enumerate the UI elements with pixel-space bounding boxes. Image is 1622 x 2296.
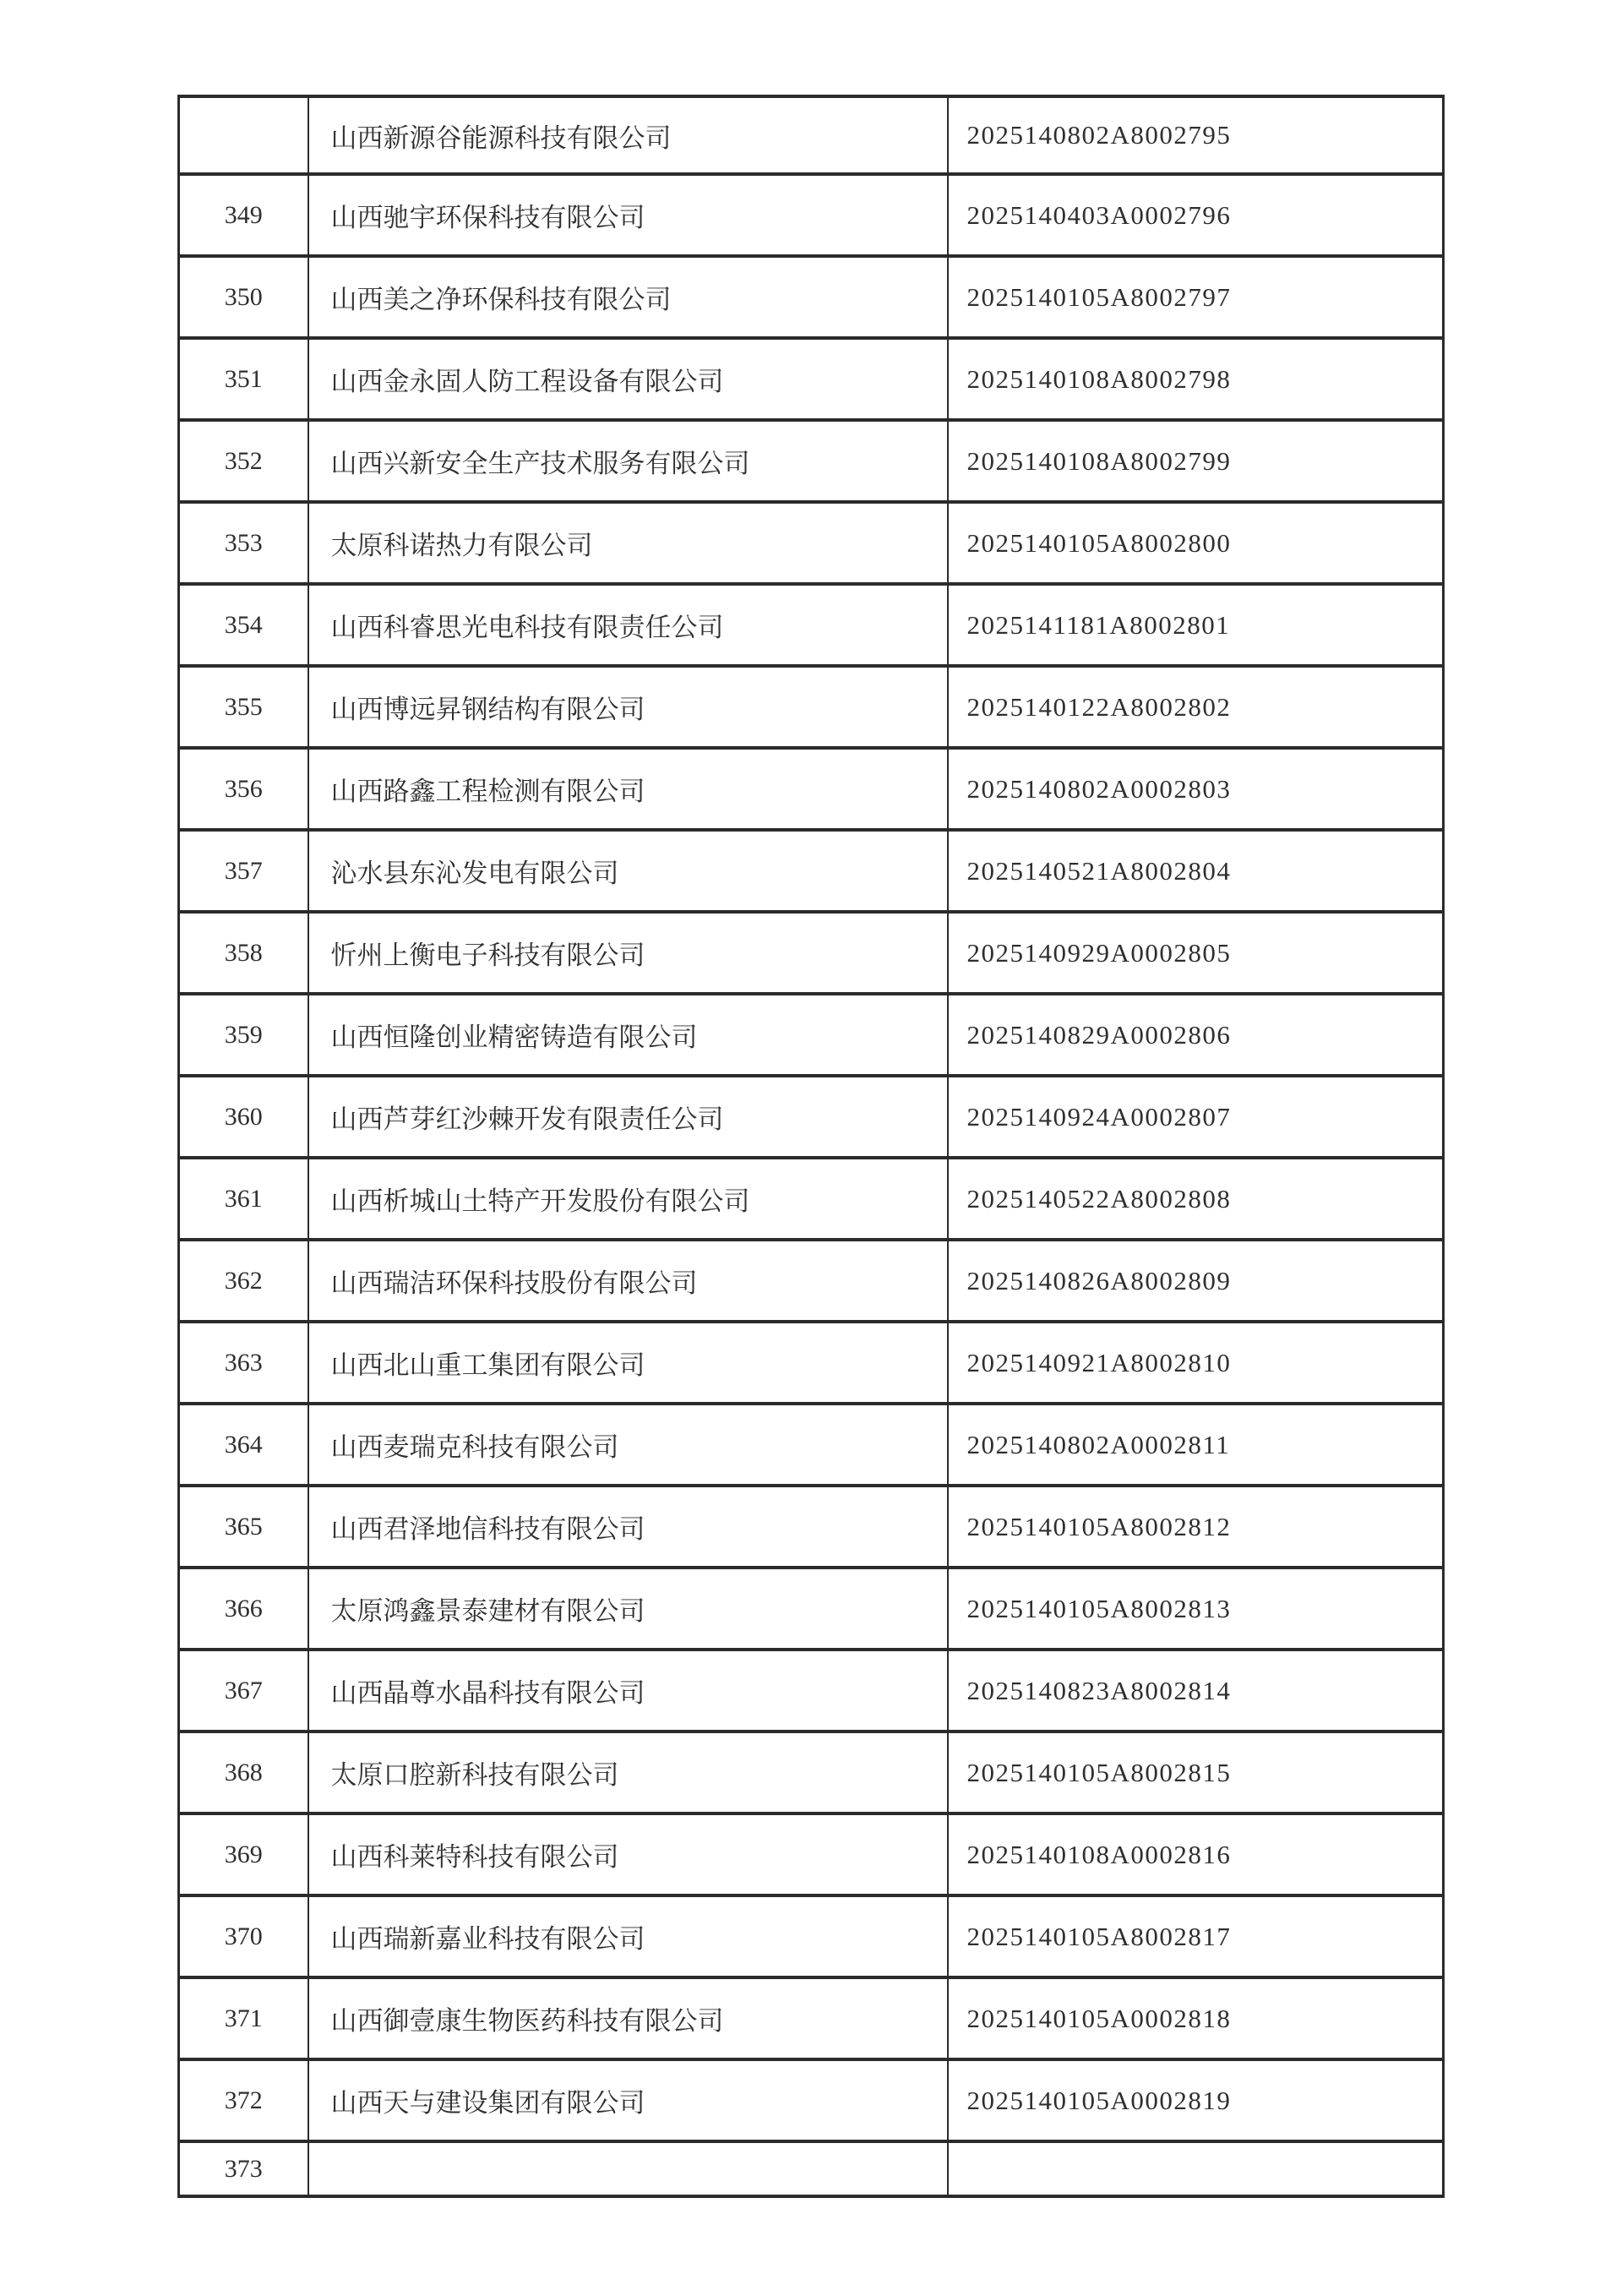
company-name-cell: 山西瑞新嘉业科技有限公司 xyxy=(308,1895,948,1977)
company-name-cell: 山西新源谷能源科技有限公司 xyxy=(308,96,948,174)
registration-code-cell: 2025141181A8002801 xyxy=(948,584,1444,666)
row-number-cell: 361 xyxy=(179,1158,308,1240)
registration-code-cell: 2025140108A0002816 xyxy=(948,1813,1444,1895)
table-body xyxy=(179,96,1444,2196)
row-number-cell: 372 xyxy=(179,2059,308,2141)
table-row xyxy=(179,256,1444,338)
registration-code-cell: 2025140105A8002812 xyxy=(948,1486,1444,1568)
registration-code-cell: 2025140105A8002815 xyxy=(948,1732,1444,1813)
registration-code-cell: 2025140826A8002809 xyxy=(948,1240,1444,1322)
registration-code-cell: 2025140403A0002796 xyxy=(948,174,1444,256)
company-name-cell: 山西科莱特科技有限公司 xyxy=(308,1813,948,1895)
row-number-cell: 367 xyxy=(179,1650,308,1732)
row-number-cell: 353 xyxy=(179,502,308,584)
table-row xyxy=(179,1977,1444,2059)
registration-code-cell: 2025140924A0002807 xyxy=(948,1076,1444,1158)
registration-code-cell: 2025140802A0002803 xyxy=(948,748,1444,830)
registration-code-cell xyxy=(948,2141,1444,2196)
company-name-cell: 太原鸿鑫景泰建材有限公司 xyxy=(308,1568,948,1650)
row-number-cell: 355 xyxy=(179,666,308,748)
table-row xyxy=(179,1813,1444,1895)
registration-code-cell: 2025140108A8002798 xyxy=(948,338,1444,420)
company-name-cell: 山西君泽地信科技有限公司 xyxy=(308,1486,948,1568)
registration-code-cell: 2025140802A0002811 xyxy=(948,1404,1444,1486)
company-name-cell: 山西析城山土特产开发股份有限公司 xyxy=(308,1158,948,1240)
table-row xyxy=(179,1895,1444,1977)
table-row xyxy=(179,1322,1444,1404)
company-name-cell: 山西芦芽红沙棘开发有限责任公司 xyxy=(308,1076,948,1158)
table-row xyxy=(179,174,1444,256)
row-number-cell: 370 xyxy=(179,1895,308,1977)
registry-table xyxy=(177,95,1445,2198)
table-row xyxy=(179,994,1444,1076)
company-name-cell xyxy=(308,2141,948,2196)
registration-code-cell: 2025140521A8002804 xyxy=(948,830,1444,912)
row-number-cell: 359 xyxy=(179,994,308,1076)
registration-code-cell: 2025140921A8002810 xyxy=(948,1322,1444,1404)
table-row xyxy=(179,1158,1444,1240)
registration-code-cell: 2025140108A8002799 xyxy=(948,420,1444,502)
company-name-cell: 忻州上衡电子科技有限公司 xyxy=(308,912,948,994)
company-name-cell: 山西驰宇环保科技有限公司 xyxy=(308,174,948,256)
table-row xyxy=(179,502,1444,584)
table-row xyxy=(179,2059,1444,2141)
row-number-cell: 373 xyxy=(179,2141,308,2196)
company-name-cell: 山西晶尊水晶科技有限公司 xyxy=(308,1650,948,1732)
row-number-cell: 351 xyxy=(179,338,308,420)
company-name-cell: 山西麦瑞克科技有限公司 xyxy=(308,1404,948,1486)
company-name-cell: 山西科睿思光电科技有限责任公司 xyxy=(308,584,948,666)
row-number-cell: 362 xyxy=(179,1240,308,1322)
company-name-cell: 山西路鑫工程检测有限公司 xyxy=(308,748,948,830)
row-number-cell: 365 xyxy=(179,1486,308,1568)
row-number-cell: 363 xyxy=(179,1322,308,1404)
row-number-cell: 349 xyxy=(179,174,308,256)
registration-code-cell: 2025140105A0002818 xyxy=(948,1977,1444,2059)
row-number-cell xyxy=(179,96,308,174)
registration-code-cell: 2025140105A8002800 xyxy=(948,502,1444,584)
row-number-cell: 368 xyxy=(179,1732,308,1813)
table-row xyxy=(179,420,1444,502)
row-number-cell: 358 xyxy=(179,912,308,994)
company-name-cell: 山西瑞洁环保科技股份有限公司 xyxy=(308,1240,948,1322)
table-row xyxy=(179,1732,1444,1813)
company-name-cell: 山西兴新安全生产技术服务有限公司 xyxy=(308,420,948,502)
table-row xyxy=(179,1076,1444,1158)
table-row xyxy=(179,830,1444,912)
row-number-cell: 360 xyxy=(179,1076,308,1158)
table-row xyxy=(179,584,1444,666)
registration-code-cell: 2025140105A8002817 xyxy=(948,1895,1444,1977)
company-name-cell: 山西北山重工集团有限公司 xyxy=(308,1322,948,1404)
registration-code-cell: 2025140122A8002802 xyxy=(948,666,1444,748)
table-row xyxy=(179,666,1444,748)
registration-code-cell: 2025140823A8002814 xyxy=(948,1650,1444,1732)
table-row xyxy=(179,338,1444,420)
company-name-cell: 沁水县东沁发电有限公司 xyxy=(308,830,948,912)
registration-code-cell: 2025140522A8002808 xyxy=(948,1158,1444,1240)
table-row xyxy=(179,1486,1444,1568)
table-row xyxy=(179,1404,1444,1486)
table-row xyxy=(179,96,1444,174)
company-name-cell: 山西恒隆创业精密铸造有限公司 xyxy=(308,994,948,1076)
table-row xyxy=(179,1240,1444,1322)
company-name-cell: 山西美之净环保科技有限公司 xyxy=(308,256,948,338)
company-name-cell: 山西天与建设集团有限公司 xyxy=(308,2059,948,2141)
row-number-cell: 357 xyxy=(179,830,308,912)
row-number-cell: 352 xyxy=(179,420,308,502)
row-number-cell: 366 xyxy=(179,1568,308,1650)
table-row xyxy=(179,748,1444,830)
registration-code-cell: 2025140829A0002806 xyxy=(948,994,1444,1076)
company-name-cell: 山西御壹康生物医药科技有限公司 xyxy=(308,1977,948,2059)
row-number-cell: 371 xyxy=(179,1977,308,2059)
row-number-cell: 354 xyxy=(179,584,308,666)
row-number-cell: 364 xyxy=(179,1404,308,1486)
company-name-cell: 太原口腔新科技有限公司 xyxy=(308,1732,948,1813)
company-name-cell: 山西博远昇钢结构有限公司 xyxy=(308,666,948,748)
company-name-cell: 太原科诺热力有限公司 xyxy=(308,502,948,584)
row-number-cell: 356 xyxy=(179,748,308,830)
company-name-cell: 山西金永固人防工程设备有限公司 xyxy=(308,338,948,420)
registration-code-cell: 2025140105A0002819 xyxy=(948,2059,1444,2141)
table-row xyxy=(179,912,1444,994)
table-row xyxy=(179,1568,1444,1650)
table-row xyxy=(179,1650,1444,1732)
registration-code-cell: 2025140105A8002797 xyxy=(948,256,1444,338)
table-row xyxy=(179,2141,1444,2196)
row-number-cell: 369 xyxy=(179,1813,308,1895)
registration-code-cell: 2025140802A8002795 xyxy=(948,96,1444,174)
registration-code-cell: 2025140929A0002805 xyxy=(948,912,1444,994)
registration-code-cell: 2025140105A8002813 xyxy=(948,1568,1444,1650)
row-number-cell: 350 xyxy=(179,256,308,338)
